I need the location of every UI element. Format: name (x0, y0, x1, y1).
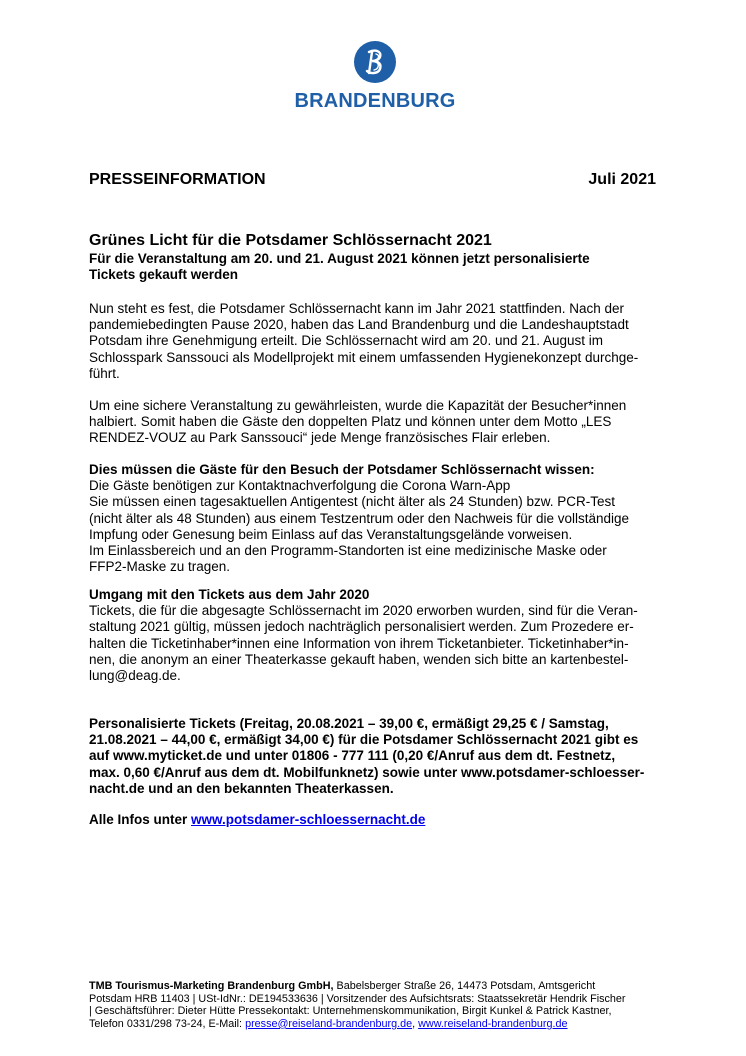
text-line: max. 0,60 €/Anruf aus dem dt. Mobilfunknetz) sowie unter www.potsdamer-schloesser- (89, 764, 645, 780)
footer-line (89, 1018, 664, 1031)
text-line: FFP2-Maske zu tragen. (89, 559, 231, 575)
personalized-tickets-paragraph (89, 716, 661, 797)
text-line: RENDEZ-VOUZ au Park Sanssouci“ jede Menge französisches Flair erleben. (89, 430, 551, 446)
footer-website-link[interactable]: www.reiseland-brandenburg.de (418, 1017, 568, 1030)
section-heading: Umgang mit den Tickets aus dem Jahr 2020 (89, 587, 370, 602)
text-line: nen, die anonym an einer Theaterkasse gekauft haben, wenden sich bitte an kartenbestel- (89, 651, 629, 667)
all-info-prefix: Alle Infos unter (89, 812, 192, 827)
text-line: Die Gäste benötigen zur Kontaktnachverfolgung die Corona Warn-App (89, 478, 511, 494)
text-line: Im Einlassbereich und an den Programm-Standorten ist eine medizinische Maske oder (89, 543, 607, 559)
text-line: Tickets, die für die abgesagte Schlössernacht im 2020 erworben wurden, sind für die Veran- (89, 603, 638, 619)
text-line: staltung 2021 gültig, müssen jedoch nachträglich personalisiert werden. Zum Prozedere er- (89, 619, 634, 635)
press-date: Juli 2021 (588, 171, 656, 188)
text-line: lung@deag.de. (89, 668, 181, 684)
logo-wordmark: BRANDENBURG (294, 90, 456, 112)
text-line: Personalisierte Tickets (Freitag, 20.08.2021 – 39,00 €, ermäßigt 29,25 € / Samstag, (89, 716, 609, 731)
website-link[interactable]: www.potsdamer-schloessernacht.de (191, 812, 426, 827)
subtitle-line: Tickets gekauft werden (89, 267, 239, 282)
all-info-line (89, 812, 661, 828)
brand-logo (290, 40, 460, 113)
brandenburg-logo-icon (353, 40, 397, 84)
email-link[interactable]: presse@reiseland-brandenburg.de (245, 1017, 413, 1030)
section-heading: Dies müssen die Gäste für den Besuch der Potsdamer Schlössernacht wissen: (89, 462, 595, 477)
press-label: PRESSEINFORMATION (89, 171, 266, 188)
text-line: (nicht älter als 48 Stunden) aus einem Testzentrum oder den Nachweis für die vollständige (89, 510, 630, 526)
footer (89, 980, 664, 1030)
text-line: nacht.de und an den bekannten Theaterkassen. (89, 780, 394, 796)
capacity-paragraph (89, 398, 661, 447)
text-line: Impfung oder Genesung beim Einlass auf das Veranstaltungsgelände vorweisen. (89, 526, 573, 542)
headline-title: Grünes Licht für die Potsdamer Schlössernacht 2021 (89, 232, 492, 249)
subtitle-line: Für die Veranstaltung am 20. und 21. August 2021 können jetzt personalisierte (89, 251, 590, 266)
text-line: pandemiebedingten Pause 2020, haben das Land Brandenburg und die Landeshauptstadt (89, 317, 629, 333)
phone-email-label: Telefon 0331/298 73-24, E-Mail: (89, 1017, 246, 1030)
tickets-2020-section (89, 587, 661, 684)
text-line: auf www.myticket.de und unter 01806 - 777 111 (0,20 €/Anruf aus dem dt. Festnetz, (89, 748, 616, 764)
text-line: Schlosspark Sanssouci als Modellprojekt mit einem umfassenden Hygienekonzept durchge- (89, 349, 639, 365)
intro-paragraph (89, 301, 661, 382)
footer-line: Potsdam HRB 11403 | USt-IdNr.: DE194533636 | Vorsitzender des Aufsichtsrats: Staatssekretär Hendrik Fischer (89, 992, 626, 1005)
guests-info-section (89, 462, 661, 575)
text-line: halbiert. Somit haben die Gäste den doppelten Platz und können unter dem Motto „LES (89, 414, 612, 430)
company-name: TMB Tourismus-Marketing Brandenburg GmbH, (89, 980, 334, 992)
company-address: Babelsberger Straße 26, 14473 Potsdam, Amtsgericht (333, 980, 596, 992)
press-header (89, 171, 656, 189)
footer-line (89, 980, 664, 993)
text-line: halten die Ticketinhaber*innen eine Information von ihrem Ticketanbieter. Ticketinhaber*in- (89, 635, 629, 651)
text-line: Sie müssen einen tagesaktuellen Antigentest (nicht älter als 24 Stunden) bzw. PCR-Test (89, 494, 616, 510)
text-line: führt. (89, 365, 120, 381)
text-line: Nun steht es fest, die Potsdamer Schlössernacht kann im Jahr 2021 stattfinden. Nach der (89, 301, 625, 316)
footer-line: | Geschäftsführer: Dieter Hütte Pressekontakt: Unternehmenskommunikation, Birgit Kunkel & Patrick Kastner, (89, 1005, 612, 1018)
text-line: Potsdam ihre Genehmigung erteilt. Die Schlössernacht wird am 20. und 21. August im (89, 333, 604, 349)
footer-separator: , (412, 1017, 419, 1030)
headline-subtitle (89, 251, 669, 283)
text-line: 21.08.2021 – 44,00 €, ermäßigt 34,00 €) für die Potsdamer Schlössernacht 2021 gibt es (89, 732, 639, 748)
text-line: Um eine sichere Veranstaltung zu gewährleisten, wurde die Kapazität der Besucher*innen (89, 398, 627, 413)
